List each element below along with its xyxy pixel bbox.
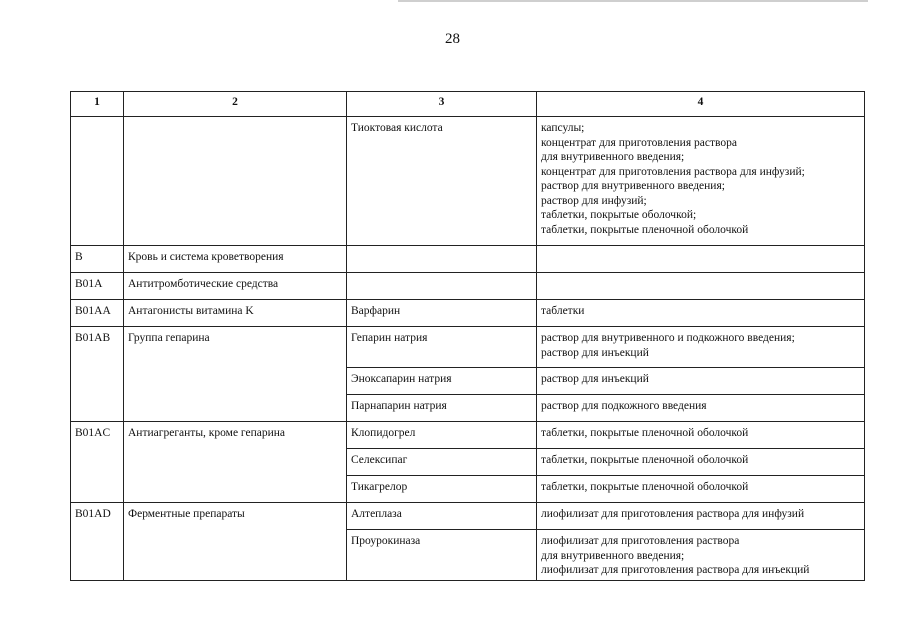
table-row — [71, 273, 865, 300]
table-row — [71, 300, 865, 327]
dosage-form-line: таблетки, покрытые пленочной оболочкой — [541, 454, 749, 466]
dosage-form-line: лиофилизат для приготовления раствора для инфузий — [541, 508, 805, 520]
group-cell: Антитромботические средства — [124, 273, 347, 300]
atc-code-cell: B01AA — [71, 300, 124, 327]
forms-cell — [537, 503, 865, 530]
drug-cell: Проурокиназа — [347, 530, 537, 581]
dosage-form-line: капсулы; — [541, 122, 585, 134]
forms-cell — [537, 327, 865, 368]
group-cell — [124, 117, 347, 246]
atc-code-cell: B01AC — [71, 422, 124, 503]
atc-code-cell: B01A — [71, 273, 124, 300]
drug-cell: Селексипаг — [347, 449, 537, 476]
dosage-form-line: лиофилизат для приготовления раствора — [541, 535, 740, 547]
column-header-code: 1 — [71, 92, 124, 117]
dosage-form-line: таблетки, покрытые оболочкой; — [541, 209, 697, 221]
drug-cell: Парнапарин натрия — [347, 395, 537, 422]
table-row — [71, 327, 865, 368]
group-cell: Антагонисты витамина K — [124, 300, 347, 327]
drug-cell: Клопидогрел — [347, 422, 537, 449]
drug-cell — [347, 273, 537, 300]
table-row — [71, 117, 865, 246]
drug-table — [70, 91, 865, 581]
forms-cell — [537, 368, 865, 395]
dosage-form-line: концентрат для приготовления раствора — [541, 136, 737, 149]
group-cell: Ферментные препараты — [124, 503, 347, 581]
atc-code-cell: B01AB — [71, 327, 124, 422]
forms-cell — [537, 395, 865, 422]
forms-cell — [537, 476, 865, 503]
drug-cell: Тиоктовая кислота — [347, 117, 537, 246]
dosage-form-line: раствор для подкожного введения — [541, 400, 707, 412]
table-header-row — [71, 92, 865, 117]
dosage-form-line: раствор для внутривенного введения; — [541, 180, 725, 192]
forms-cell — [537, 530, 865, 581]
forms-cell — [537, 273, 865, 300]
dosage-form-line: таблетки, покрытые пленочной оболочкой — [541, 481, 749, 493]
column-header-forms: 4 — [537, 92, 865, 117]
dosage-form-line: раствор для инъекций — [541, 346, 649, 359]
table-row — [71, 246, 865, 273]
group-cell: Антиагреганты, кроме гепарина — [124, 422, 347, 503]
dosage-form-line: раствор для внутривенного и подкожного введения; — [541, 332, 795, 344]
drug-cell: Гепарин натрия — [347, 327, 537, 368]
column-header-group: 2 — [124, 92, 347, 117]
drug-cell: Тикагрелор — [347, 476, 537, 503]
drug-cell — [347, 246, 537, 273]
forms-cell — [537, 300, 865, 327]
forms-cell — [537, 449, 865, 476]
atc-code-cell: B01AD — [71, 503, 124, 581]
page-number: 28 — [445, 31, 460, 47]
column-header-drug: 3 — [347, 92, 537, 117]
top-scan-rule — [398, 0, 868, 2]
table-row — [71, 422, 865, 449]
group-cell: Группа гепарина — [124, 327, 347, 422]
dosage-form-line: таблетки, покрытые пленочной оболочкой — [541, 427, 749, 439]
forms-cell — [537, 246, 865, 273]
atc-code-cell: B — [71, 246, 124, 273]
dosage-form-line: концентрат для приготовления раствора для инфузий; — [541, 165, 805, 178]
dosage-form-line: для внутривенного введения; — [541, 151, 685, 163]
dosage-form-line: лиофилизат для приготовления раствора для инъекций — [541, 564, 810, 576]
atc-code-cell — [71, 117, 124, 246]
group-cell: Кровь и система кроветворения — [124, 246, 347, 273]
drug-cell: Алтеплаза — [347, 503, 537, 530]
dosage-form-line: таблетки, покрытые пленочной оболочкой — [541, 223, 749, 236]
forms-cell — [537, 422, 865, 449]
dosage-form-line: для внутривенного введения; — [541, 549, 685, 562]
table-row — [71, 503, 865, 530]
drug-cell: Эноксапарин натрия — [347, 368, 537, 395]
forms-cell — [537, 117, 865, 246]
dosage-form-line: таблетки — [541, 305, 585, 317]
dosage-form-line: раствор для инфузий; — [541, 194, 647, 207]
drug-cell: Варфарин — [347, 300, 537, 327]
dosage-form-line: раствор для инъекций — [541, 373, 649, 385]
